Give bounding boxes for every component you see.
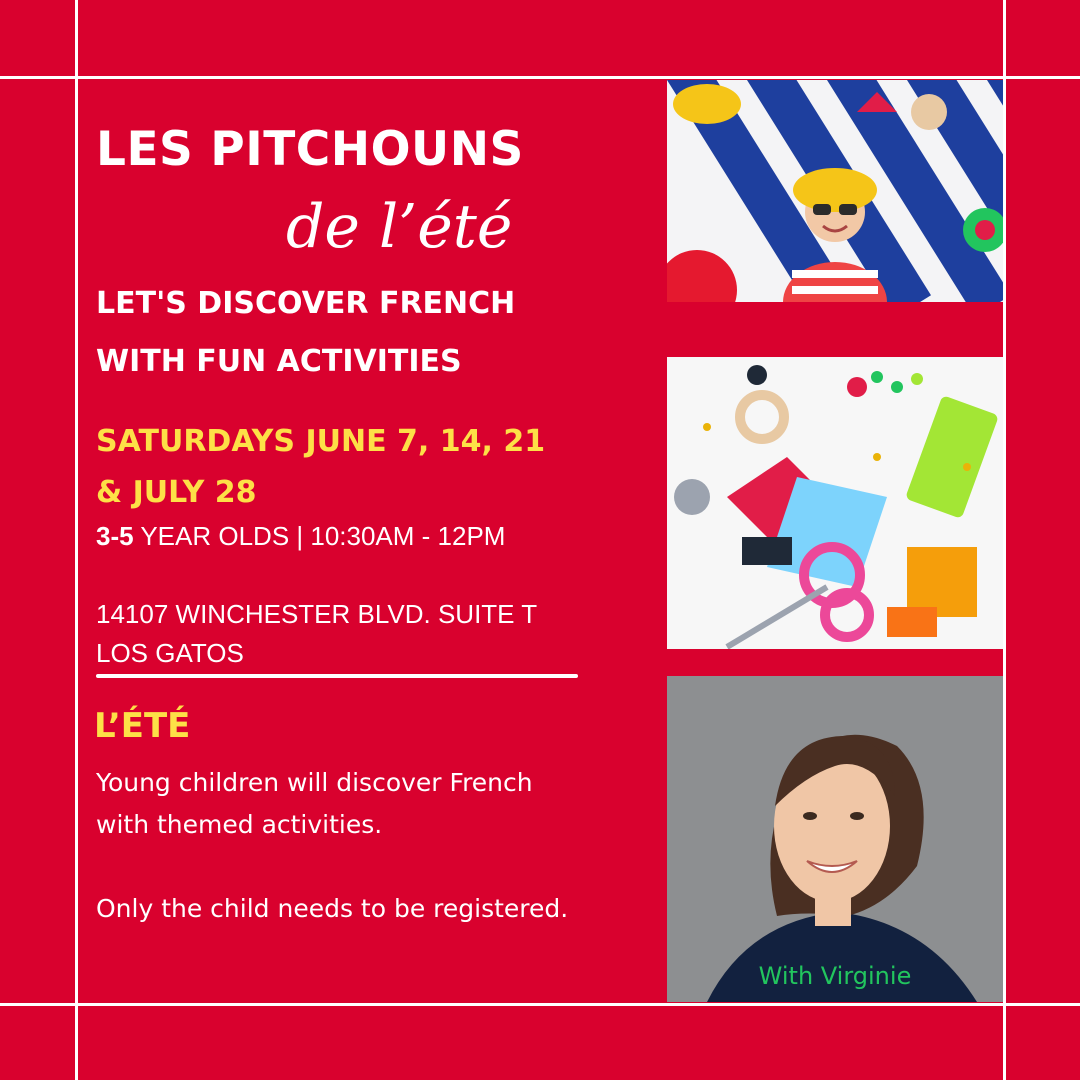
address-line-1: 14107 WINCHESTER BLVD. SUITE T <box>96 599 538 629</box>
craft-supplies-photo <box>667 357 1003 649</box>
age-time-info <box>96 521 505 552</box>
title: LES PITCHOUNS <box>96 122 524 177</box>
dates-line-1: SATURDAYS JUNE 7, 14, 21 <box>96 424 546 459</box>
subtitle-line-1: LET'S DISCOVER FRENCH <box>96 286 516 321</box>
bottom-frame-line <box>0 1003 1080 1006</box>
subtitle-line-2: WITH FUN ACTIVITIES <box>96 344 462 379</box>
age-time-rest: YEAR OLDS | 10:30AM - 12PM <box>133 521 506 551</box>
right-frame-line <box>1003 0 1006 1080</box>
age-range: 3-5 <box>96 521 134 551</box>
left-frame-line <box>75 0 78 1080</box>
description-line-2: with themed activities. <box>96 810 383 839</box>
teacher-caption: With Virginie <box>758 962 912 990</box>
address-line-2: LOS GATOS <box>96 638 244 668</box>
top-frame-line <box>0 76 1080 79</box>
dates-line-2: & JULY 28 <box>96 475 257 510</box>
description-line-3: Only the child needs to be registered. <box>96 894 569 923</box>
script-title: de l’été <box>286 192 513 262</box>
section-heading: L’ÉTÉ <box>94 706 191 746</box>
teacher-photo <box>667 676 1003 1002</box>
beach-photo <box>667 80 1003 302</box>
description-line-1: Young children will discover French <box>96 768 533 797</box>
divider <box>96 674 578 678</box>
